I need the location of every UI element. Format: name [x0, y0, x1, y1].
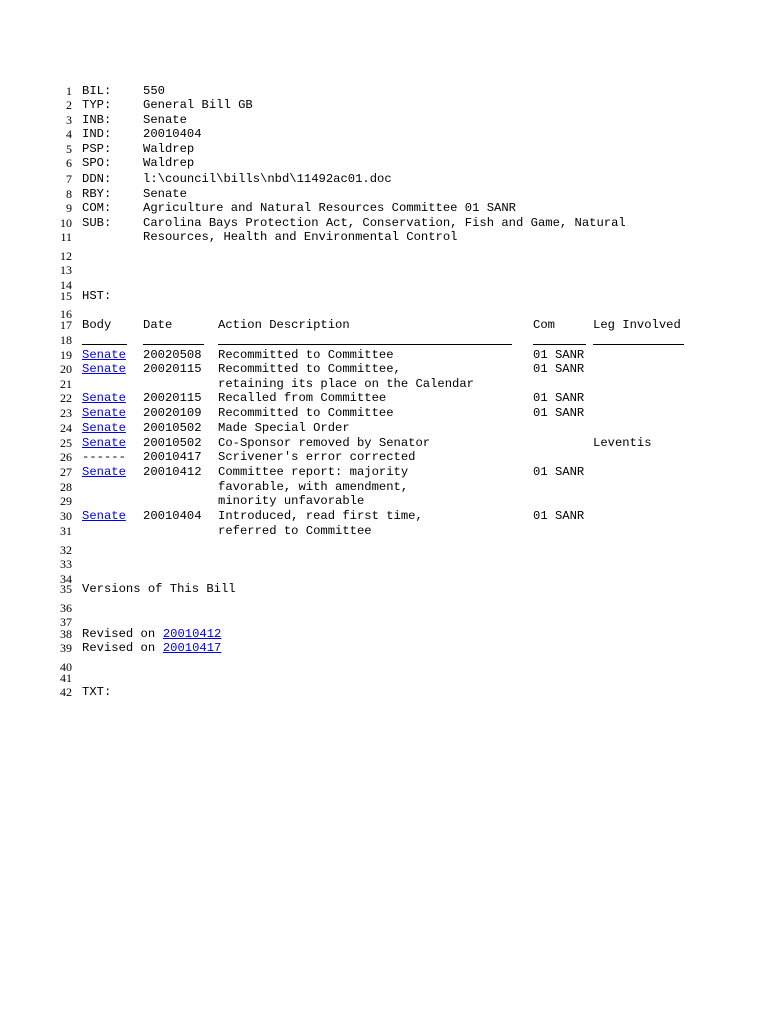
history-committee: 01 SANR [533, 465, 585, 479]
field-value: Waldrep [143, 142, 195, 156]
history-committee: 01 SANR [533, 362, 585, 376]
line-number: 13 [60, 263, 72, 277]
body-link[interactable]: Senate [82, 421, 126, 435]
line-number: 6 [66, 156, 72, 170]
body-link[interactable]: Senate [82, 465, 126, 479]
line-number: 25 [60, 436, 72, 450]
version-prefix: Revised on [82, 627, 163, 641]
version-prefix: Revised on [82, 641, 163, 655]
line-number: 4 [66, 127, 72, 141]
history-date: 20010412 [143, 465, 202, 479]
line-number: 32 [60, 543, 72, 557]
field-label: COM: [82, 201, 112, 215]
column-header-com: Com [533, 318, 555, 332]
history-action: Recalled from Committee [218, 391, 387, 405]
history-action: Co-Sponsor removed by Senator [218, 436, 431, 450]
field-value: 20010404 [143, 127, 202, 141]
field-value: Senate [143, 113, 187, 127]
column-underline [218, 344, 512, 345]
history-action: Committee report: majority [218, 465, 409, 479]
line-number: 31 [60, 524, 72, 538]
field-value: Carolina Bays Protection Act, Conservation, Fish and Game, Natural [143, 216, 626, 230]
field-label: PSP: [82, 142, 112, 156]
field-label: SPO: [82, 156, 112, 170]
history-action: Made Special Order [218, 421, 350, 435]
field-value: l:\council\bills\nbd\11492ac01.doc [143, 172, 392, 186]
line-number: 37 [60, 615, 72, 629]
history-action: favorable, with amendment, [218, 480, 409, 494]
line-number: 38 [60, 627, 72, 641]
column-underline [533, 344, 586, 345]
history-date: 20010404 [143, 509, 202, 523]
field-value: General Bill GB [143, 98, 253, 112]
history-date: 20010417 [143, 450, 202, 464]
field-label: SUB: [82, 216, 112, 230]
line-number: 33 [60, 557, 72, 571]
text-label: TXT: [82, 685, 112, 699]
line-number: 42 [60, 685, 72, 699]
field-label: IND: [82, 127, 112, 141]
line-number: 34 [60, 572, 72, 586]
history-date: 20010502 [143, 421, 202, 435]
line-number: 12 [60, 249, 72, 263]
history-action: Recommitted to Committee [218, 348, 394, 362]
line-number: 18 [60, 333, 72, 347]
line-number: 35 [60, 582, 72, 596]
body-link[interactable]: Senate [82, 391, 126, 405]
line-number: 5 [66, 142, 72, 156]
field-value: Senate [143, 187, 187, 201]
field-label: RBY: [82, 187, 112, 201]
history-action: retaining its place on the Calendar [218, 377, 474, 391]
line-number: 30 [60, 509, 72, 523]
versions-heading: Versions of This Bill [82, 582, 236, 596]
line-number: 22 [60, 391, 72, 405]
history-date: 20020109 [143, 406, 202, 420]
line-number: 23 [60, 406, 72, 420]
history-label: HST: [82, 289, 112, 303]
column-header-leg: Leg Involved [593, 318, 681, 332]
line-number: 20 [60, 362, 72, 376]
line-number: 1 [66, 84, 72, 98]
column-header-body: Body [82, 318, 112, 332]
line-number: 15 [60, 289, 72, 303]
history-date: 20010502 [143, 436, 202, 450]
column-header-action: Action Description [218, 318, 350, 332]
line-number: 40 [60, 660, 72, 674]
body-text: ------ [82, 450, 126, 464]
history-date: 20020115 [143, 362, 202, 376]
line-number: 29 [60, 494, 72, 508]
history-action: Scrivener's error corrected [218, 450, 416, 464]
line-number: 39 [60, 641, 72, 655]
line-number: 17 [60, 318, 72, 332]
history-legislator: Leventis [593, 436, 652, 450]
line-number: 9 [66, 201, 72, 215]
history-date: 20020508 [143, 348, 202, 362]
line-number: 10 [60, 216, 72, 230]
line-number: 41 [60, 671, 72, 685]
history-date: 20020115 [143, 391, 202, 405]
body-link[interactable]: Senate [82, 362, 126, 376]
history-committee: 01 SANR [533, 348, 585, 362]
field-value: Waldrep [143, 156, 195, 170]
column-header-date: Date [143, 318, 173, 332]
line-number: 28 [60, 480, 72, 494]
line-number: 11 [60, 230, 72, 244]
line-number: 14 [60, 278, 72, 292]
field-label: BIL: [82, 84, 112, 98]
line-number: 36 [60, 601, 72, 615]
line-number: 16 [60, 307, 72, 321]
version-link[interactable]: 20010417 [162, 641, 222, 655]
field-value: Resources, Health and Environmental Control [143, 230, 458, 244]
history-action: referred to Committee [218, 524, 372, 538]
body-link[interactable]: Senate [82, 348, 126, 362]
line-number: 24 [60, 421, 72, 435]
line-number: 7 [66, 172, 72, 186]
version-link[interactable]: 20010412 [162, 627, 222, 641]
column-underline [82, 344, 127, 345]
history-committee: 01 SANR [533, 406, 585, 420]
body-link[interactable]: Senate [82, 436, 126, 450]
history-action: Recommitted to Committee [218, 406, 394, 420]
line-number: 19 [60, 348, 72, 362]
line-number: 2 [66, 98, 72, 112]
column-underline [593, 344, 684, 345]
field-label: DDN: [82, 172, 112, 186]
line-number: 8 [66, 187, 72, 201]
field-value: 550 [143, 84, 165, 98]
line-number: 3 [66, 113, 72, 127]
column-underline [143, 344, 204, 345]
history-action: Recommitted to Committee, [218, 362, 401, 376]
field-value: Agriculture and Natural Resources Committee 01 SANR [143, 201, 516, 215]
field-label: TYP: [82, 98, 112, 112]
body-link[interactable]: Senate [82, 509, 126, 523]
body-link[interactable]: Senate [82, 406, 126, 420]
field-label: INB: [82, 113, 112, 127]
history-action: Introduced, read first time, [218, 509, 423, 523]
history-committee: 01 SANR [533, 391, 585, 405]
line-number: 26 [60, 450, 72, 464]
line-number: 21 [60, 377, 72, 391]
history-committee: 01 SANR [533, 509, 585, 523]
history-action: minority unfavorable [218, 494, 365, 508]
line-number: 27 [60, 465, 72, 479]
